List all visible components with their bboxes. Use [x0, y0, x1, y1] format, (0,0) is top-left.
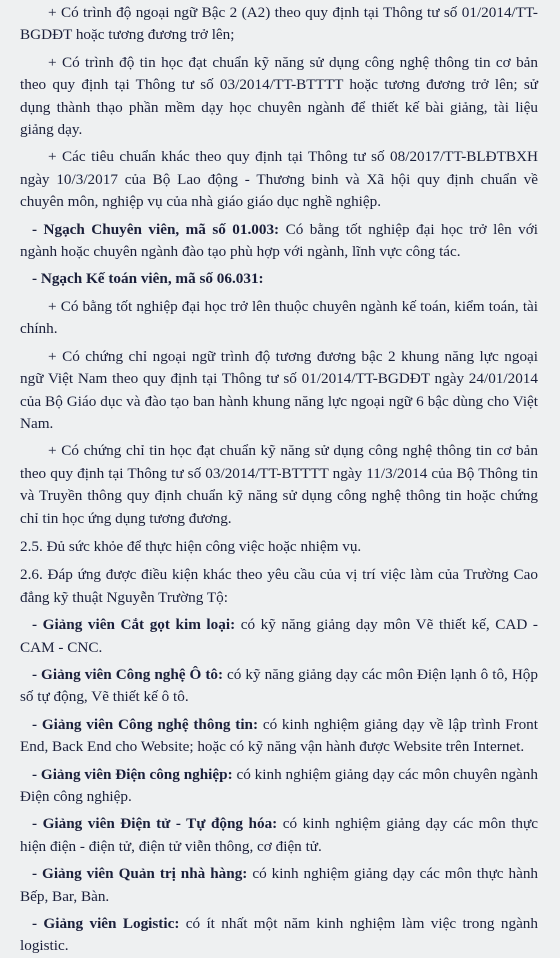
lecturer-automotive: - Giảng viên Công nghệ Ô tô: có kỹ năng giảng dạy các môn Điện lạnh ô tô, Hộp số tự động, Vẽ thiết kế ô tô. [20, 665, 538, 706]
paragraph-accountant-rank: - Ngạch Kế toán viên, mã số 06.031: [32, 270, 264, 288]
paragraph-foreign-language: + Có trình độ ngoại ngữ Bậc 2 (A2) theo quy định tại Thông tư số 01/2014/TT-BGDĐT hoặc tương đương trở lên; [20, 4, 538, 44]
paragraph-other-standards: + Các tiêu chuẩn khác theo quy định tại Thông tư số 08/2017/TT-BLĐTBXH ngày 10/3/2017 của Bộ Lao động - Thương binh và Xã hội quy định chuẩn về chuyên môn, nghiệp vụ của nhà giáo giáo dục nghề nghiệp. [20, 148, 538, 211]
paragraph-specialist-rank: - Ngạch Chuyên viên, mã số 01.003: Có bằng tốt nghiệp đại học trở lên với ngành hoặc chuyên ngành đào tạo phù hợp với ngành, lĩnh vực công tác. [20, 220, 538, 261]
lecturer-it: - Giảng viên Công nghệ thông tin: có kinh nghiệm giảng dạy về lập trình Front End, Back End cho Website; hoặc có kỹ năng vận hành được Website trên Internet. [20, 715, 538, 756]
lecturer-electronics-automation: - Giảng viên Điện tử - Tự động hóa: có kinh nghiệm giảng dạy các môn thực hiện điện - điện tử, điện tử viễn thông, cơ điện tử. [20, 815, 538, 855]
lecturer-logistic: - Giảng viên Logistic: có ít nhất một năm kinh nghiệm làm việc trong ngành logistic. [20, 915, 538, 955]
section-2-5: 2.5. Đủ sức khỏe để thực hiện công việc hoặc nhiệm vụ. [20, 537, 362, 555]
paragraph-accountant-language: + Có chứng chỉ ngoại ngữ trình độ tương đương bậc 2 khung năng lực ngoại ngữ Việt Nam theo quy định tại Thông tư số 01/2014/TT-BGDĐT ngày 24/01/2014 của Bộ Giáo dục và đào tạo ban hành khung năng lực ngoại ngữ 6 bậc dùng cho Việt Nam. [20, 347, 538, 432]
paragraph-accountant-it: + Có chứng chỉ tin học đạt chuẩn kỹ năng sử dụng công nghệ thông tin cơ bản theo quy định tại Thông tư số 03/2014/TT-BTTTT ngày 11/3/2014 của Bộ Thông tin và Truyền thông quy định chuẩn kỹ năng sử dụng công nghệ thông tin hoặc chứng chỉ tin học ứng dụng tương đương. [20, 442, 538, 527]
section-2-6: 2.6. Đáp ứng được điều kiện khác theo yêu cầu của vị trí việc làm của Trường Cao đẳng kỹ thuật Nguyễn Trường Tộ: [20, 566, 538, 606]
lecturer-industrial-electric: - Giảng viên Điện công nghiệp: có kinh nghiệm giảng dạy các môn chuyên ngành Điện công nghiệp. [20, 765, 538, 805]
paragraph-it-skills: + Có trình độ tin học đạt chuẩn kỹ năng sử dụng công nghệ thông tin cơ bản theo quy định tại Thông tư số 03/2014/TT-BTTTT hoặc tương đương trở lên; sử dụng thành thạo phần mềm dạy học chuyên ngành để thiết kế bài giảng, tài liệu giảng dạy. [20, 53, 538, 139]
lecturer-restaurant-management: - Giảng viên Quản trị nhà hàng: có kinh nghiệm giảng dạy các môn thực hành Bếp, Bar, Bàn. [20, 865, 539, 905]
paragraph-accountant-degree: + Có bằng tốt nghiệp đại học trở lên thuộc chuyên ngành kế toán, kiểm toán, tài chính. [20, 297, 538, 338]
lecturer-metal-cutting: - Giảng viên Cắt gọt kim loại: có kỹ năng giảng dạy môn Vẽ thiết kế, CAD - CAM - CNC. [20, 616, 538, 656]
